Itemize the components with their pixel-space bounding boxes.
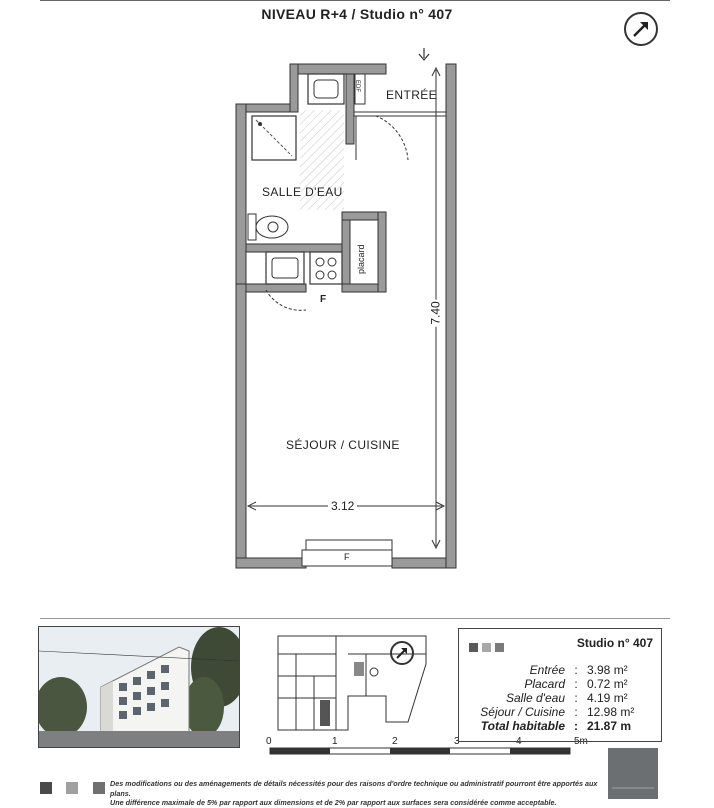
scale-tick: 5m (574, 736, 588, 747)
page-title: NIVEAU R+4 / Studio n° 407 (261, 6, 453, 22)
disclaimer (110, 779, 600, 808)
edf-mark: EDF (354, 80, 360, 92)
color-square (482, 643, 491, 652)
surface-value: 12.98 m² (587, 705, 635, 719)
surface-label: Entrée (529, 663, 565, 677)
surface-value: 0.72 m² (587, 677, 628, 691)
scale-tick: 1 (332, 736, 338, 747)
surface-row: Placard : 0.72 m² (463, 677, 653, 691)
room-label-salle-eau: SALLE D'EAU (262, 185, 343, 199)
surface-label: Placard (524, 677, 565, 691)
scale-tick: 2 (392, 736, 398, 747)
color-square (40, 782, 52, 794)
building-photo (38, 626, 240, 748)
surface-total-row: Total habitable : 21.87 m (463, 719, 653, 733)
scale-tick: 4 (516, 736, 522, 747)
scale-tick: 0 (266, 736, 272, 747)
summary-title: Studio n° 407 (576, 636, 653, 650)
room-label-placard: placard (356, 244, 366, 274)
scale-tick: 3 (454, 736, 460, 747)
summary-color-squares (469, 639, 508, 657)
color-square (469, 643, 478, 652)
surface-summary-panel (458, 628, 662, 742)
company-logo (608, 748, 658, 799)
surface-label: Salle d'eau (505, 691, 565, 705)
color-square (66, 782, 78, 794)
surface-total-label: Total habitable (480, 719, 565, 733)
north-arrow-small-icon (390, 641, 414, 665)
room-label-sejour: SÉJOUR / CUISINE (286, 438, 400, 452)
surface-row: Séjour / Cuisine : 12.98 m² (463, 705, 653, 719)
color-square (93, 782, 105, 794)
window-f-mark: F (344, 552, 350, 562)
surface-value: 3.98 m² (587, 663, 628, 677)
surface-label: Séjour / Cuisine (480, 705, 565, 719)
disclaimer-line: Des modifications ou des aménagements de détails nécessités pour des raisons d'ordre technique ou administratif pourront être apportés aux plans. (110, 779, 598, 798)
surface-row: Entrée : 3.98 m² (463, 663, 653, 677)
dimension-height: 7.40 (428, 301, 443, 325)
disclaimer-line: Une différence maximale de 5% par rapport aux dimensions et de 2% par rapport aux surfaces sera considérée comme acceptable. (110, 798, 557, 807)
section-rule (40, 618, 670, 619)
surface-value: 4.19 m² (587, 691, 628, 705)
surface-total-value: 21.87 m (587, 719, 632, 733)
surface-row: Salle d'eau : 4.19 m² (463, 691, 653, 705)
dimension-width: 3.12 (328, 499, 357, 513)
kitchen-f-mark: F (320, 294, 327, 305)
footer-color-squares (40, 781, 109, 799)
color-square (495, 643, 504, 652)
surface-table (463, 663, 653, 733)
room-label-entree: ENTRÉE (386, 88, 438, 102)
